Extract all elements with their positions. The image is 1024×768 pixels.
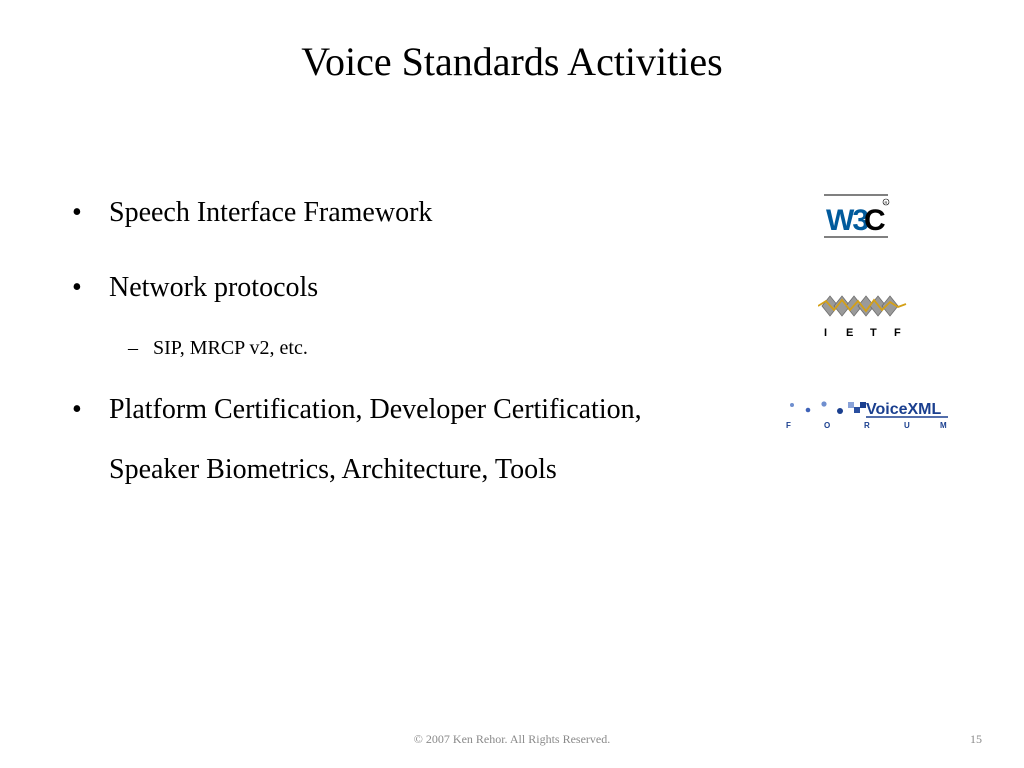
- page-number: 15: [970, 732, 982, 746]
- bullet-marker: •: [72, 197, 82, 228]
- svg-text:R: R: [884, 200, 888, 205]
- bullet-text: Speech Interface Framework: [109, 197, 433, 228]
- bullet-text-line: Speaker Biometrics, Architecture, Tools: [109, 454, 557, 485]
- forum-letter: O: [824, 421, 831, 430]
- bullet-text: Network protocols: [109, 272, 319, 303]
- forum-letter: U: [904, 421, 910, 430]
- w3c-logo: [822, 193, 892, 239]
- forum-letter: M: [940, 421, 947, 430]
- bullet-marker: •: [72, 394, 82, 425]
- ietf-letter: E: [846, 327, 854, 339]
- slide-title: Voice Standards Activities: [301, 39, 723, 84]
- forum-letter: F: [786, 421, 791, 430]
- ietf-letter: T: [870, 327, 877, 339]
- forum-letter: R: [864, 421, 870, 430]
- sub-bullet-marker: –: [128, 337, 138, 359]
- voicexml-wordmark: VoiceXML: [866, 401, 942, 418]
- voicexml-forum-logo: [784, 396, 950, 430]
- ietf-letter: I: [824, 327, 828, 339]
- bullet-text-line: Platform Certification, Developer Certification,: [109, 394, 642, 425]
- sub-bullet-text: SIP, MRCP v2, etc.: [153, 337, 308, 359]
- bullet-marker: •: [72, 272, 82, 303]
- ietf-logo: [818, 292, 908, 340]
- ietf-letter: F: [894, 327, 901, 339]
- copyright-footer: © 2007 Ken Rehor. All Rights Reserved.: [413, 732, 611, 746]
- svg-text:W3: W3: [826, 204, 867, 237]
- bullet-text: [109, 380, 642, 500]
- svg-text:C: C: [864, 204, 886, 237]
